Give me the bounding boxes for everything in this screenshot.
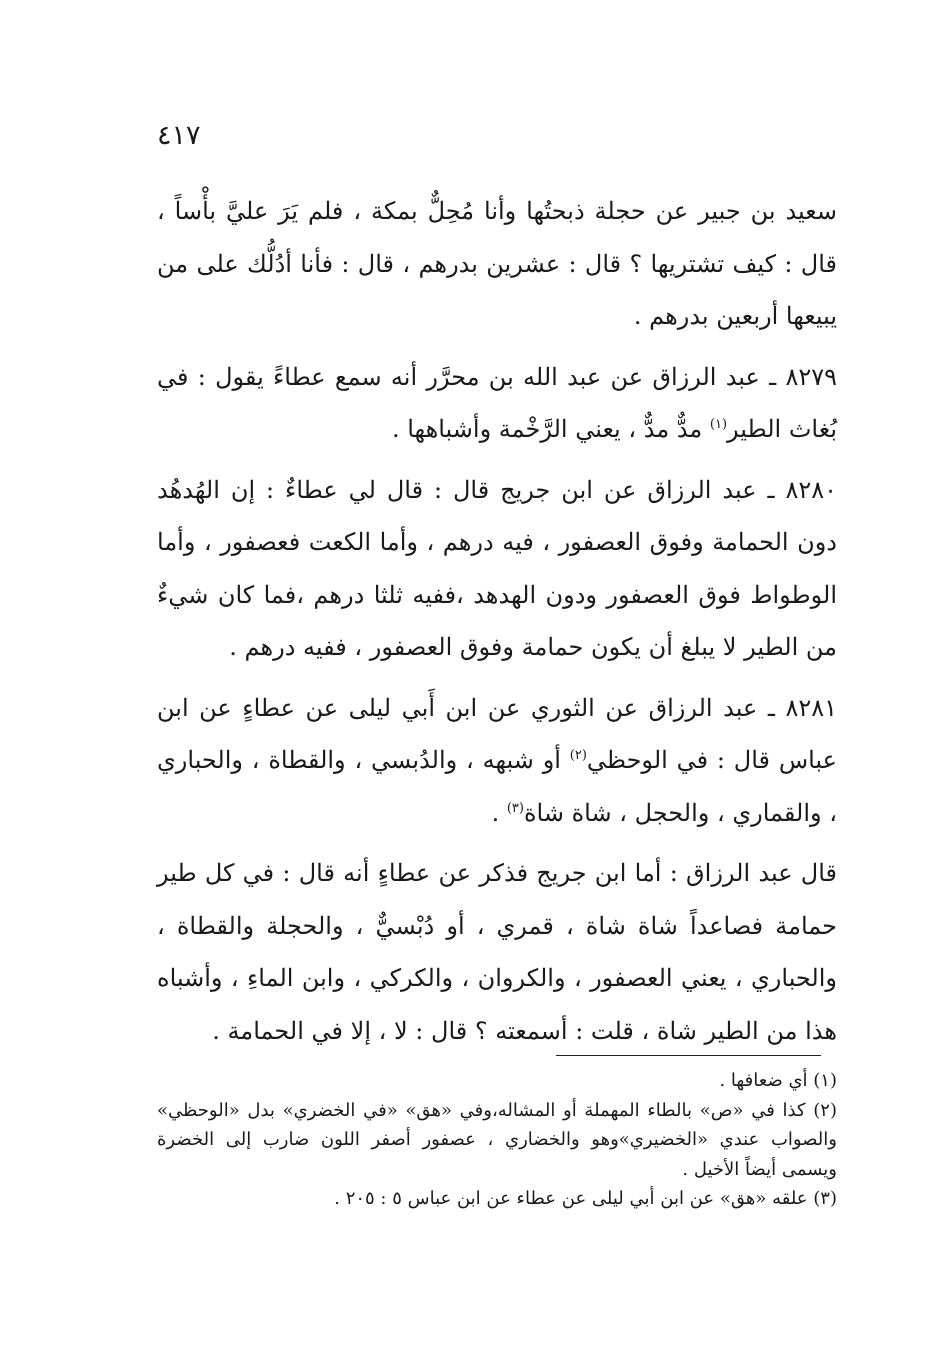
footnote-marker[interactable]: (٢) xyxy=(569,748,587,763)
footnote-marker[interactable]: (٣) xyxy=(506,800,524,816)
hadith-8280 xyxy=(157,464,837,674)
footnote-marker[interactable]: (١) xyxy=(709,417,728,432)
hadith-number: ٨٢٧٩ xyxy=(785,362,837,391)
paragraph-text-continued: أو شبهه ، والدُبسي ، والقطاة ، والحباري ، والقماري ، والحجل ، شاة شاة xyxy=(157,746,837,827)
paragraph-text-end: . xyxy=(491,798,507,827)
hadith-8279 xyxy=(157,351,837,456)
paragraph-text-continued: مدٌّ مدٌّ ، يعني الرَّخْمة وأشباهها . xyxy=(391,415,710,443)
paragraph-text: ـ عبد الرزاق عن عبد الله بن محرَّر أنه سمع عطاءً يقول : في بُغاث الطير xyxy=(157,362,837,443)
hadith-number: ٨٢٨١ xyxy=(785,693,837,722)
hadith-number: ٨٢٨٠ xyxy=(785,475,837,504)
paragraph-text: ـ عبد الرزاق عن ابن جريج قال : قال لي عطاءٌ : إن الهُدهُد دون الحمامة وفوق العصفور ، فيه درهم ، وأما الكعت فعصفور ، وأما الوطواط فوق العصفور ودون الهدهد ،ففيه ثلثا درهم ،فما كان شيءٌ من الطير لا يبلغ أن يكون حمامة وفوق العصفور ، ففيه درهم . xyxy=(157,475,837,661)
paragraph-text: قال عبد الرزاق : أما ابن جريج فذكر عن عطاءٍ أنه قال : في كل طير حمامة فصاعداً شاة شاة ، قمري ، أو دُبْسيٌّ ، والحجلة والقطاة ، والحباري ، يعني العصفور ، والكروان ، والكركي ، وابن الماءِ ، وأشباه هذا من الطير شاة ، قلت : أسمعته ؟ قال : لا ، إلا في الحمامة . xyxy=(157,859,837,1045)
footnotes xyxy=(157,1066,837,1214)
page-number: ٤١٧ xyxy=(157,120,201,151)
paragraph-continuation xyxy=(157,185,837,343)
paragraph-text: سعيد بن جبير عن حجلة ذبحتُها وأنا مُحِلٌّ بمكة ، فلم يَرَ عليَّ بأْساً ، قال : كيف تشتريها ؟ قال : عشرين بدرهم ، قال : فأنا أدُلُّك على من يبيعها أربعين بدرهم . xyxy=(157,197,837,330)
footnote-1: (١) أي ضعافها . xyxy=(719,1070,837,1091)
commentary-paragraph xyxy=(157,847,837,1057)
paragraph-text: ـ عبد الرزاق عن الثوري عن ابن أَبي ليلى عن عطاءٍ عن ابن عباس قال : في الوحظي xyxy=(157,693,837,774)
footnote-2: (٢) كذا في «ص» بالطاء المهملة أو المشاله،وفي «هق» «في الخضري» بدل «الوحظي» والصواب عندي «الخضيري»وهو والخضاري ، عصفور أصفر اللون ضارب إلى الخضرة ويسمى أيضاً الأخيل . xyxy=(157,1099,837,1180)
main-text xyxy=(157,185,837,1065)
footnote-3: (٣) علقه «هق» عن ابن أبي ليلى عن عطاء عن ابن عباس ٥ : ٢٠٥ . xyxy=(334,1188,837,1209)
footnote-divider xyxy=(556,1055,821,1056)
hadith-8281 xyxy=(157,682,837,840)
